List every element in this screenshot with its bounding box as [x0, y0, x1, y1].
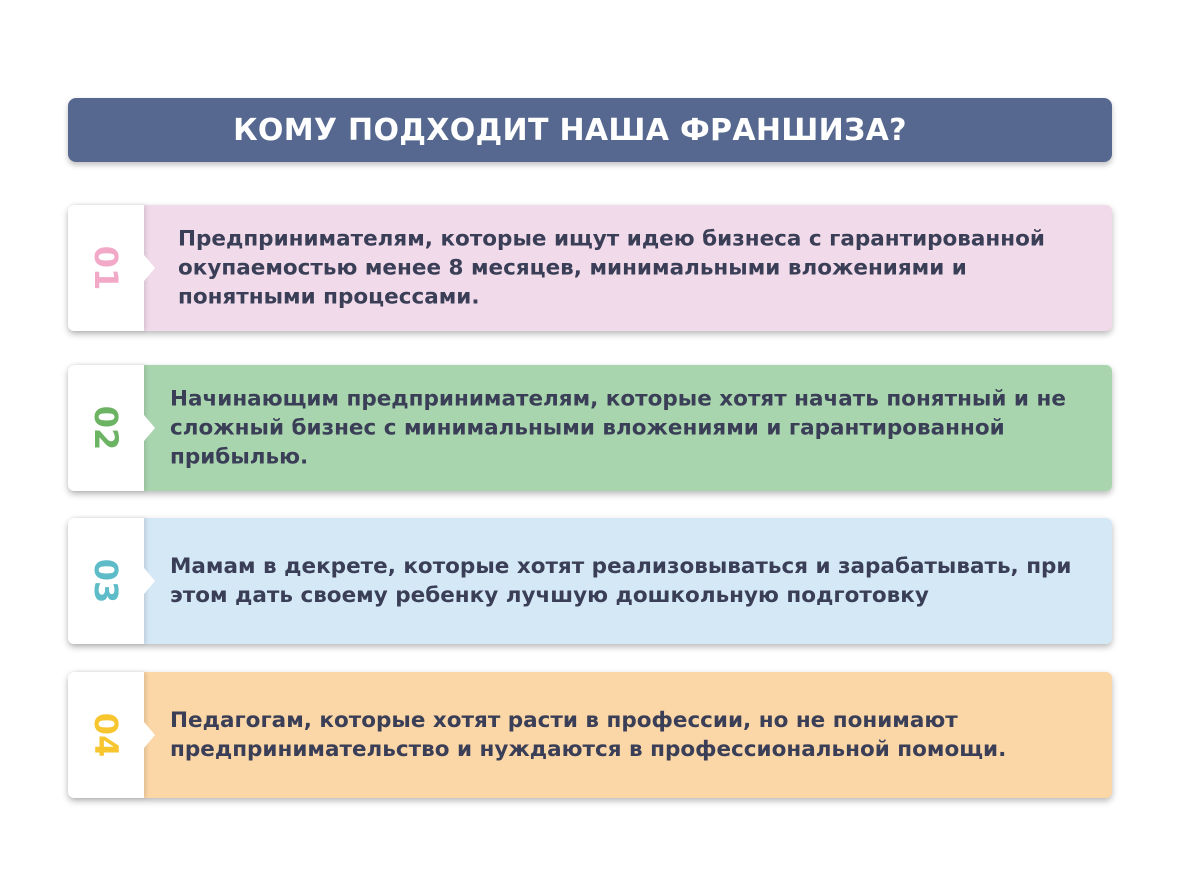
number-tab: [68, 518, 144, 644]
audience-card-2: [68, 365, 1112, 491]
audience-card-1: [68, 205, 1112, 331]
audience-card-4: [68, 672, 1112, 798]
card-number: 02: [87, 405, 125, 451]
audience-card-3: [68, 518, 1112, 644]
title-banner: [68, 98, 1112, 162]
number-tab: [68, 205, 144, 331]
card-number: 01: [87, 245, 125, 291]
card-text: Педагогам, которые хотят расти в профессии, но не понимают предпринимательство и нуждаются в профессиональной помощи.: [170, 708, 1007, 762]
card-text: Предпринимателям, которые ищут идею бизнеса с гарантированной окупаемостью менее 8 месяцев, минимальными вложениями и понятными процессами.: [178, 226, 1045, 310]
card-text: Мамам в декрете, которые хотят реализовываться и зарабатывать, при этом дать своему ребенку лучшую дошкольную подготовку: [170, 554, 1072, 608]
number-tab: [68, 672, 144, 798]
card-text: Начинающим предпринимателям, которые хотят начать понятный и не сложный бизнес с минимальными вложениями и гарантированной прибылью.: [170, 386, 1066, 470]
page-title: КОМУ ПОДХОДИТ НАША ФРАНШИЗА?: [233, 112, 907, 148]
card-number: 04: [87, 712, 125, 758]
number-tab: [68, 365, 144, 491]
card-number: 03: [87, 558, 125, 604]
